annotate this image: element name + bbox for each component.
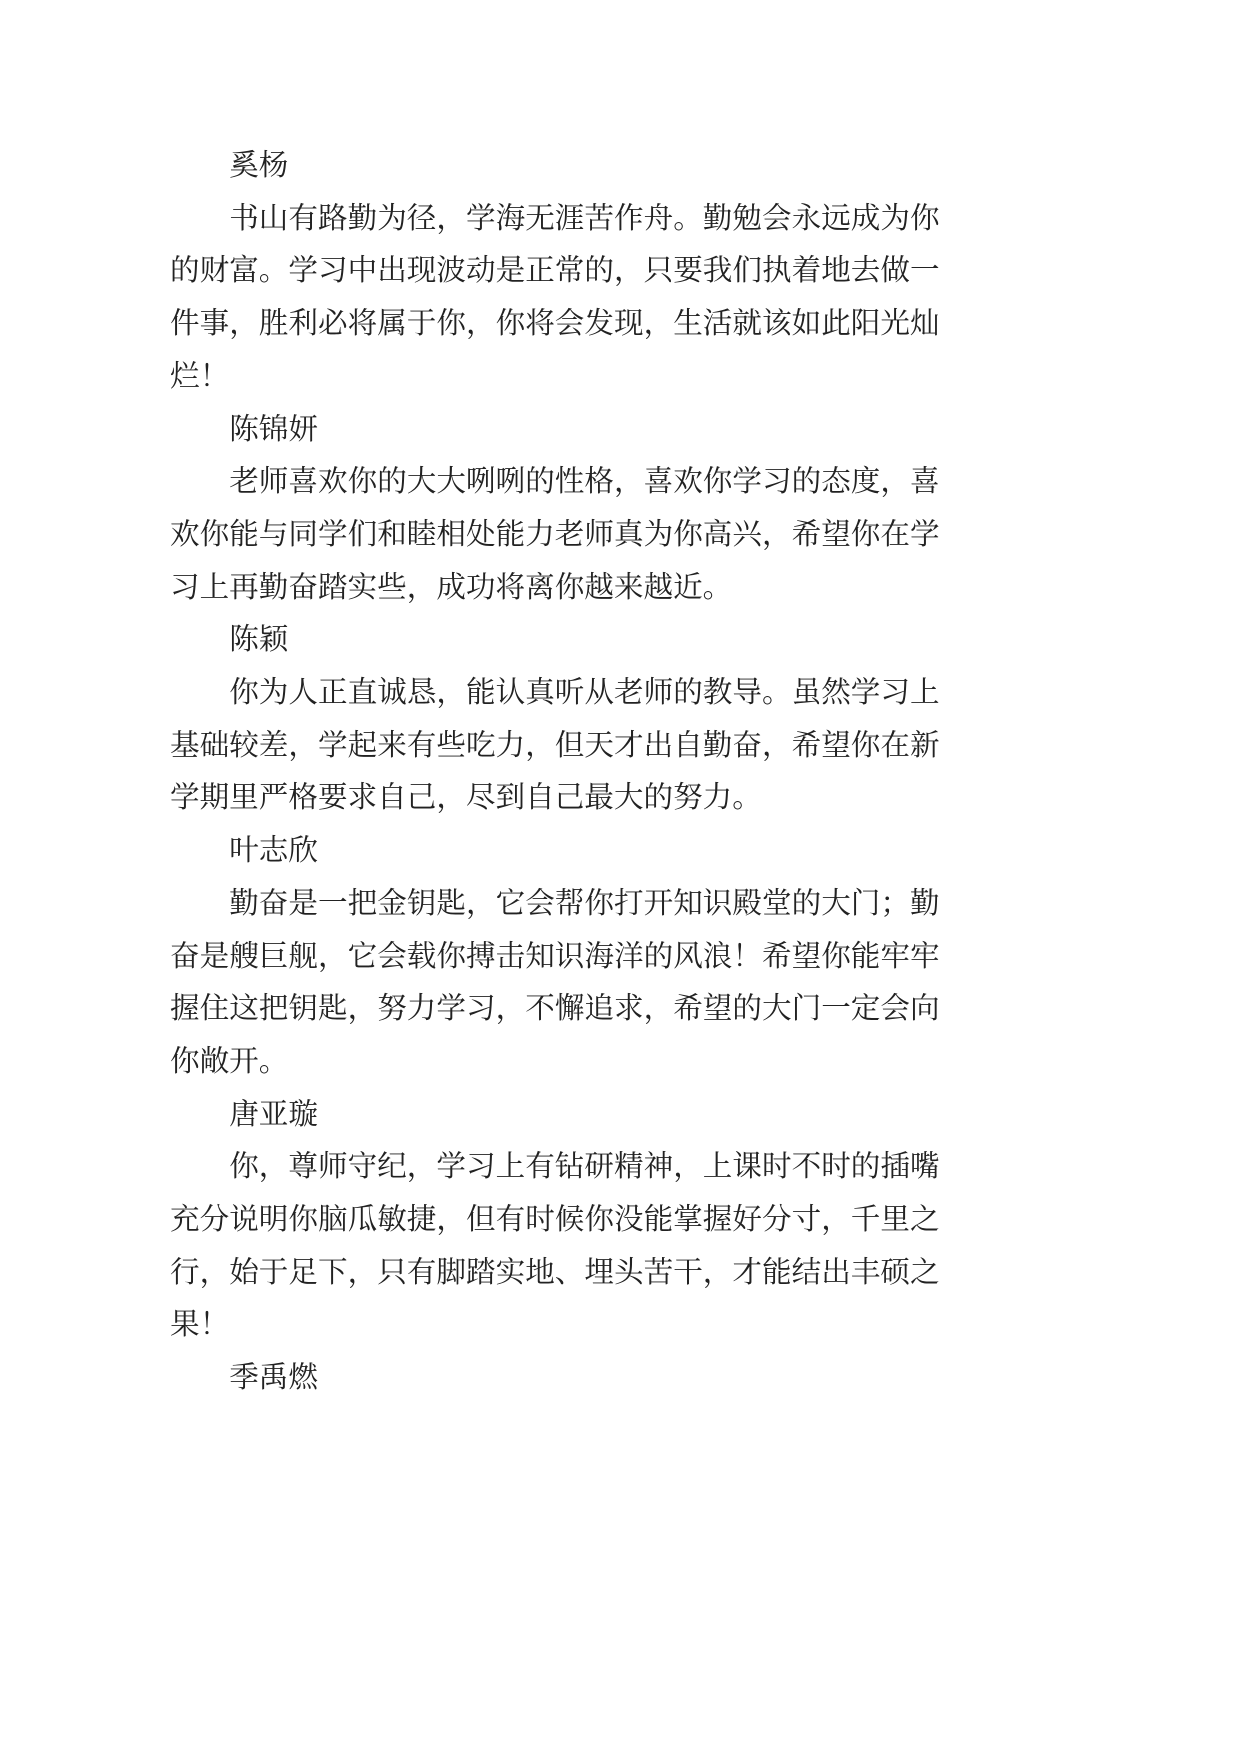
student-name: 陈锦妍 (229, 411, 318, 446)
teacher-comment: 勤奋是一把金钥匙，它会帮你打开知识殿堂的大门；勤奋是艘巨舰，它会载你搏击知识海洋的风浪！希望你能牢牢握住这把钥匙，努力学习，不懈追求，希望的大门一定会向你敞开。 (170, 885, 940, 1078)
student-entry (170, 613, 940, 824)
document-body (170, 139, 940, 1404)
student-name: 唐亚璇 (229, 1096, 318, 1131)
student-name: 季禹燃 (229, 1360, 318, 1395)
student-entry (170, 403, 940, 614)
student-name: 叶志欣 (229, 833, 318, 868)
teacher-comment: 你，尊师守纪，学习上有钻研精神，上课时不时的插嘴充分说明你脑瓜敏捷，但有时候你没能掌握好分寸，千里之行，始于足下，只有脚踏实地、埋头苦干，才能结出丰硕之果！ (170, 1149, 940, 1342)
student-name: 陈颖 (229, 622, 289, 657)
student-entry (170, 139, 940, 403)
student-entry (170, 1088, 940, 1352)
teacher-comment: 你为人正直诚恳，能认真听从老师的教导。虽然学习上基础较差，学起来有些吃力，但天才出自勤奋，希望你在新学期里严格要求自己，尽到自己最大的努力。 (170, 675, 940, 815)
student-entry (170, 824, 940, 1088)
student-entry (170, 1351, 940, 1404)
student-name: 奚杨 (229, 148, 289, 182)
teacher-comment: 书山有路勤为径，学海无涯苦作舟。勤勉会永远成为你的财富。学习中出现波动是正常的，只要我们执着地去做一件事，胜利必将属于你，你将会发现，生活就该如此阳光灿烂！ (170, 200, 940, 393)
teacher-comment: 老师喜欢你的大大咧咧的性格，喜欢你学习的态度，喜欢你能与同学们和睦相处能力老师真为你高兴，希望你在学习上再勤奋踏实些，成功将离你越来越近。 (170, 464, 940, 604)
